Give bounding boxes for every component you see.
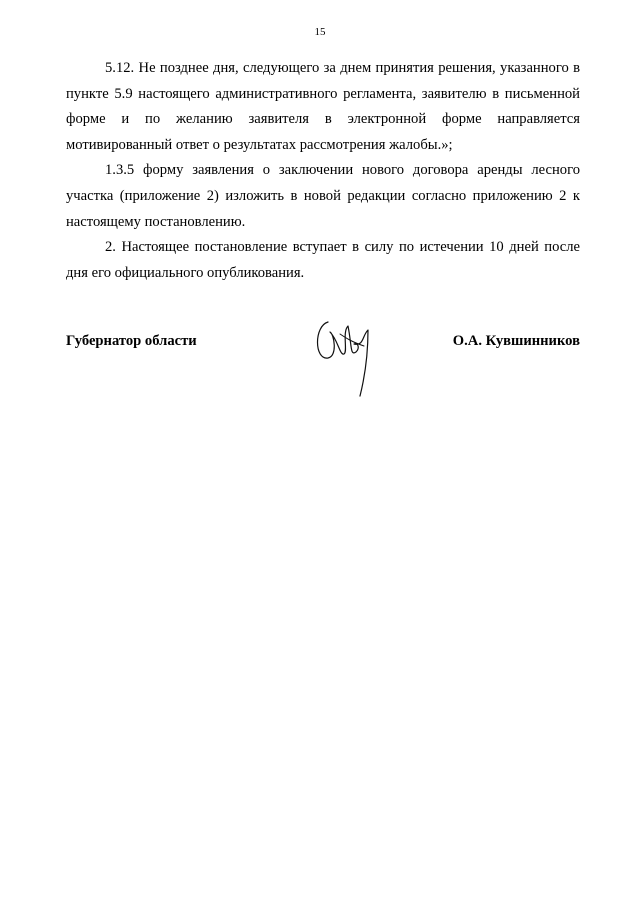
- signatory-position: Губернатор области: [66, 333, 197, 349]
- document-body: [66, 56, 580, 286]
- paragraph-1-3-5: 1.3.5 форму заявления о заключении нового договора аренды лесного участка (приложение 2) изложить в новой редакции согласно приложению 2 к настоящему постановлению.: [66, 162, 580, 230]
- paragraph-5-12: 5.12. Не позднее дня, следующего за днем принятия решения, указанного в пункте 5.9 настоящего административного регламента, заявителю в письменной форме и по желанию заявителя в электронной форме направляется мотивированный ответ о результатах рассмотрения жалобы.»;: [66, 60, 580, 153]
- paragraph-2: 2. Настоящее постановление вступает в силу по истечении 10 дней после дня его официального опубликования.: [66, 239, 580, 281]
- signatory-name: О.А. Кувшинников: [452, 333, 580, 349]
- page-number: 15: [314, 26, 326, 38]
- handwritten-signature: [312, 312, 382, 404]
